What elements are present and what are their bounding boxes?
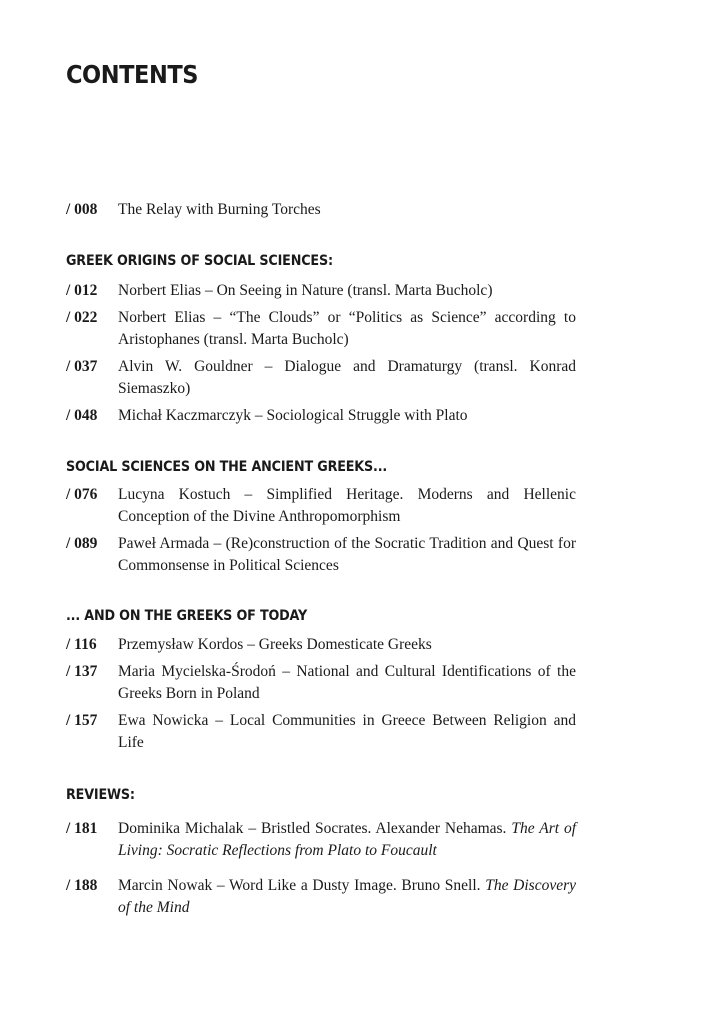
page-number: / 076	[66, 486, 98, 503]
toc-entry-048	[66, 405, 576, 427]
page-number: / 116	[66, 636, 97, 653]
entry-title: Norbert Elias – “The Clouds” or “Politics as Science” according to Aristophanes (transl. Marta Bucholc)	[118, 309, 576, 348]
toc-entry-137	[66, 661, 576, 705]
toc-entry-008	[66, 199, 576, 221]
toc-entry-076	[66, 484, 576, 528]
entry-title: Norbert Elias – On Seeing in Nature (transl. Marta Bucholc)	[118, 282, 493, 299]
entry-title: Marcin Nowak – Word Like a Dusty Image. Bruno Snell. The Discovery of the Mind	[118, 877, 577, 916]
entry-title: The Relay with Burning Torches	[118, 201, 321, 218]
toc-entry-012	[66, 280, 576, 302]
section-heading-greeks-of-today: ... AND ON THE GREEKS OF TODAY	[66, 608, 308, 624]
entry-title: Paweł Armada – (Re)construction of the Socratic Tradition and Quest for Commonsense in Political Sciences	[118, 535, 576, 574]
page-number: / 048	[66, 407, 98, 424]
section-heading-reviews: REVIEWS:	[66, 787, 135, 803]
entry-title: Michał Kaczmarczyk – Sociological Struggle with Plato	[118, 407, 468, 424]
entry-title: Przemysław Kordos – Greeks Domesticate Greeks	[118, 636, 432, 653]
page-number: / 137	[66, 663, 98, 680]
page-number: / 181	[66, 820, 98, 837]
entry-title: Alvin W. Gouldner – Dialogue and Dramaturgy (transl. Konrad Siemaszko)	[118, 358, 576, 397]
book-title: The Art of Living: Socratic Reflections from Plato to Foucault	[118, 820, 577, 859]
book-title: The Discovery of the Mind	[118, 877, 577, 916]
page-number: / 188	[66, 877, 98, 894]
page-number: / 037	[66, 358, 98, 375]
page-number: / 008	[66, 201, 98, 218]
toc-entry-116	[66, 634, 576, 656]
page-number: / 022	[66, 309, 98, 326]
section-heading-social-sciences: SOCIAL SCIENCES ON THE ANCIENT GREEKS...	[66, 459, 388, 475]
page-number: / 012	[66, 282, 98, 299]
toc-entry-037	[66, 356, 576, 400]
toc-entry-157	[66, 710, 576, 754]
entry-title: Maria Mycielska-Środoń – National and Cultural Identifications of the Greeks Born in Poland	[118, 663, 576, 702]
entry-title: Dominika Michalak – Bristled Socrates. Alexander Nehamas. The Art of Living: Socratic Reflections from Plato to Foucault	[118, 820, 577, 859]
toc-entry-022	[66, 307, 576, 351]
toc-entry-188	[66, 875, 576, 919]
page-title: CONTENTS	[66, 60, 198, 89]
entry-title: Ewa Nowicka – Local Communities in Greece Between Religion and Life	[118, 712, 576, 751]
page-number: / 157	[66, 712, 98, 729]
entry-title: Lucyna Kostuch – Simplified Heritage. Moderns and Hellenic Conception of the Divine Anthropomorphism	[118, 486, 576, 525]
toc-entry-089	[66, 533, 576, 577]
section-heading-greek-origins: GREEK ORIGINS OF SOCIAL SCIENCES:	[66, 253, 333, 269]
toc-entry-181	[66, 818, 576, 862]
page-number: / 089	[66, 535, 98, 552]
